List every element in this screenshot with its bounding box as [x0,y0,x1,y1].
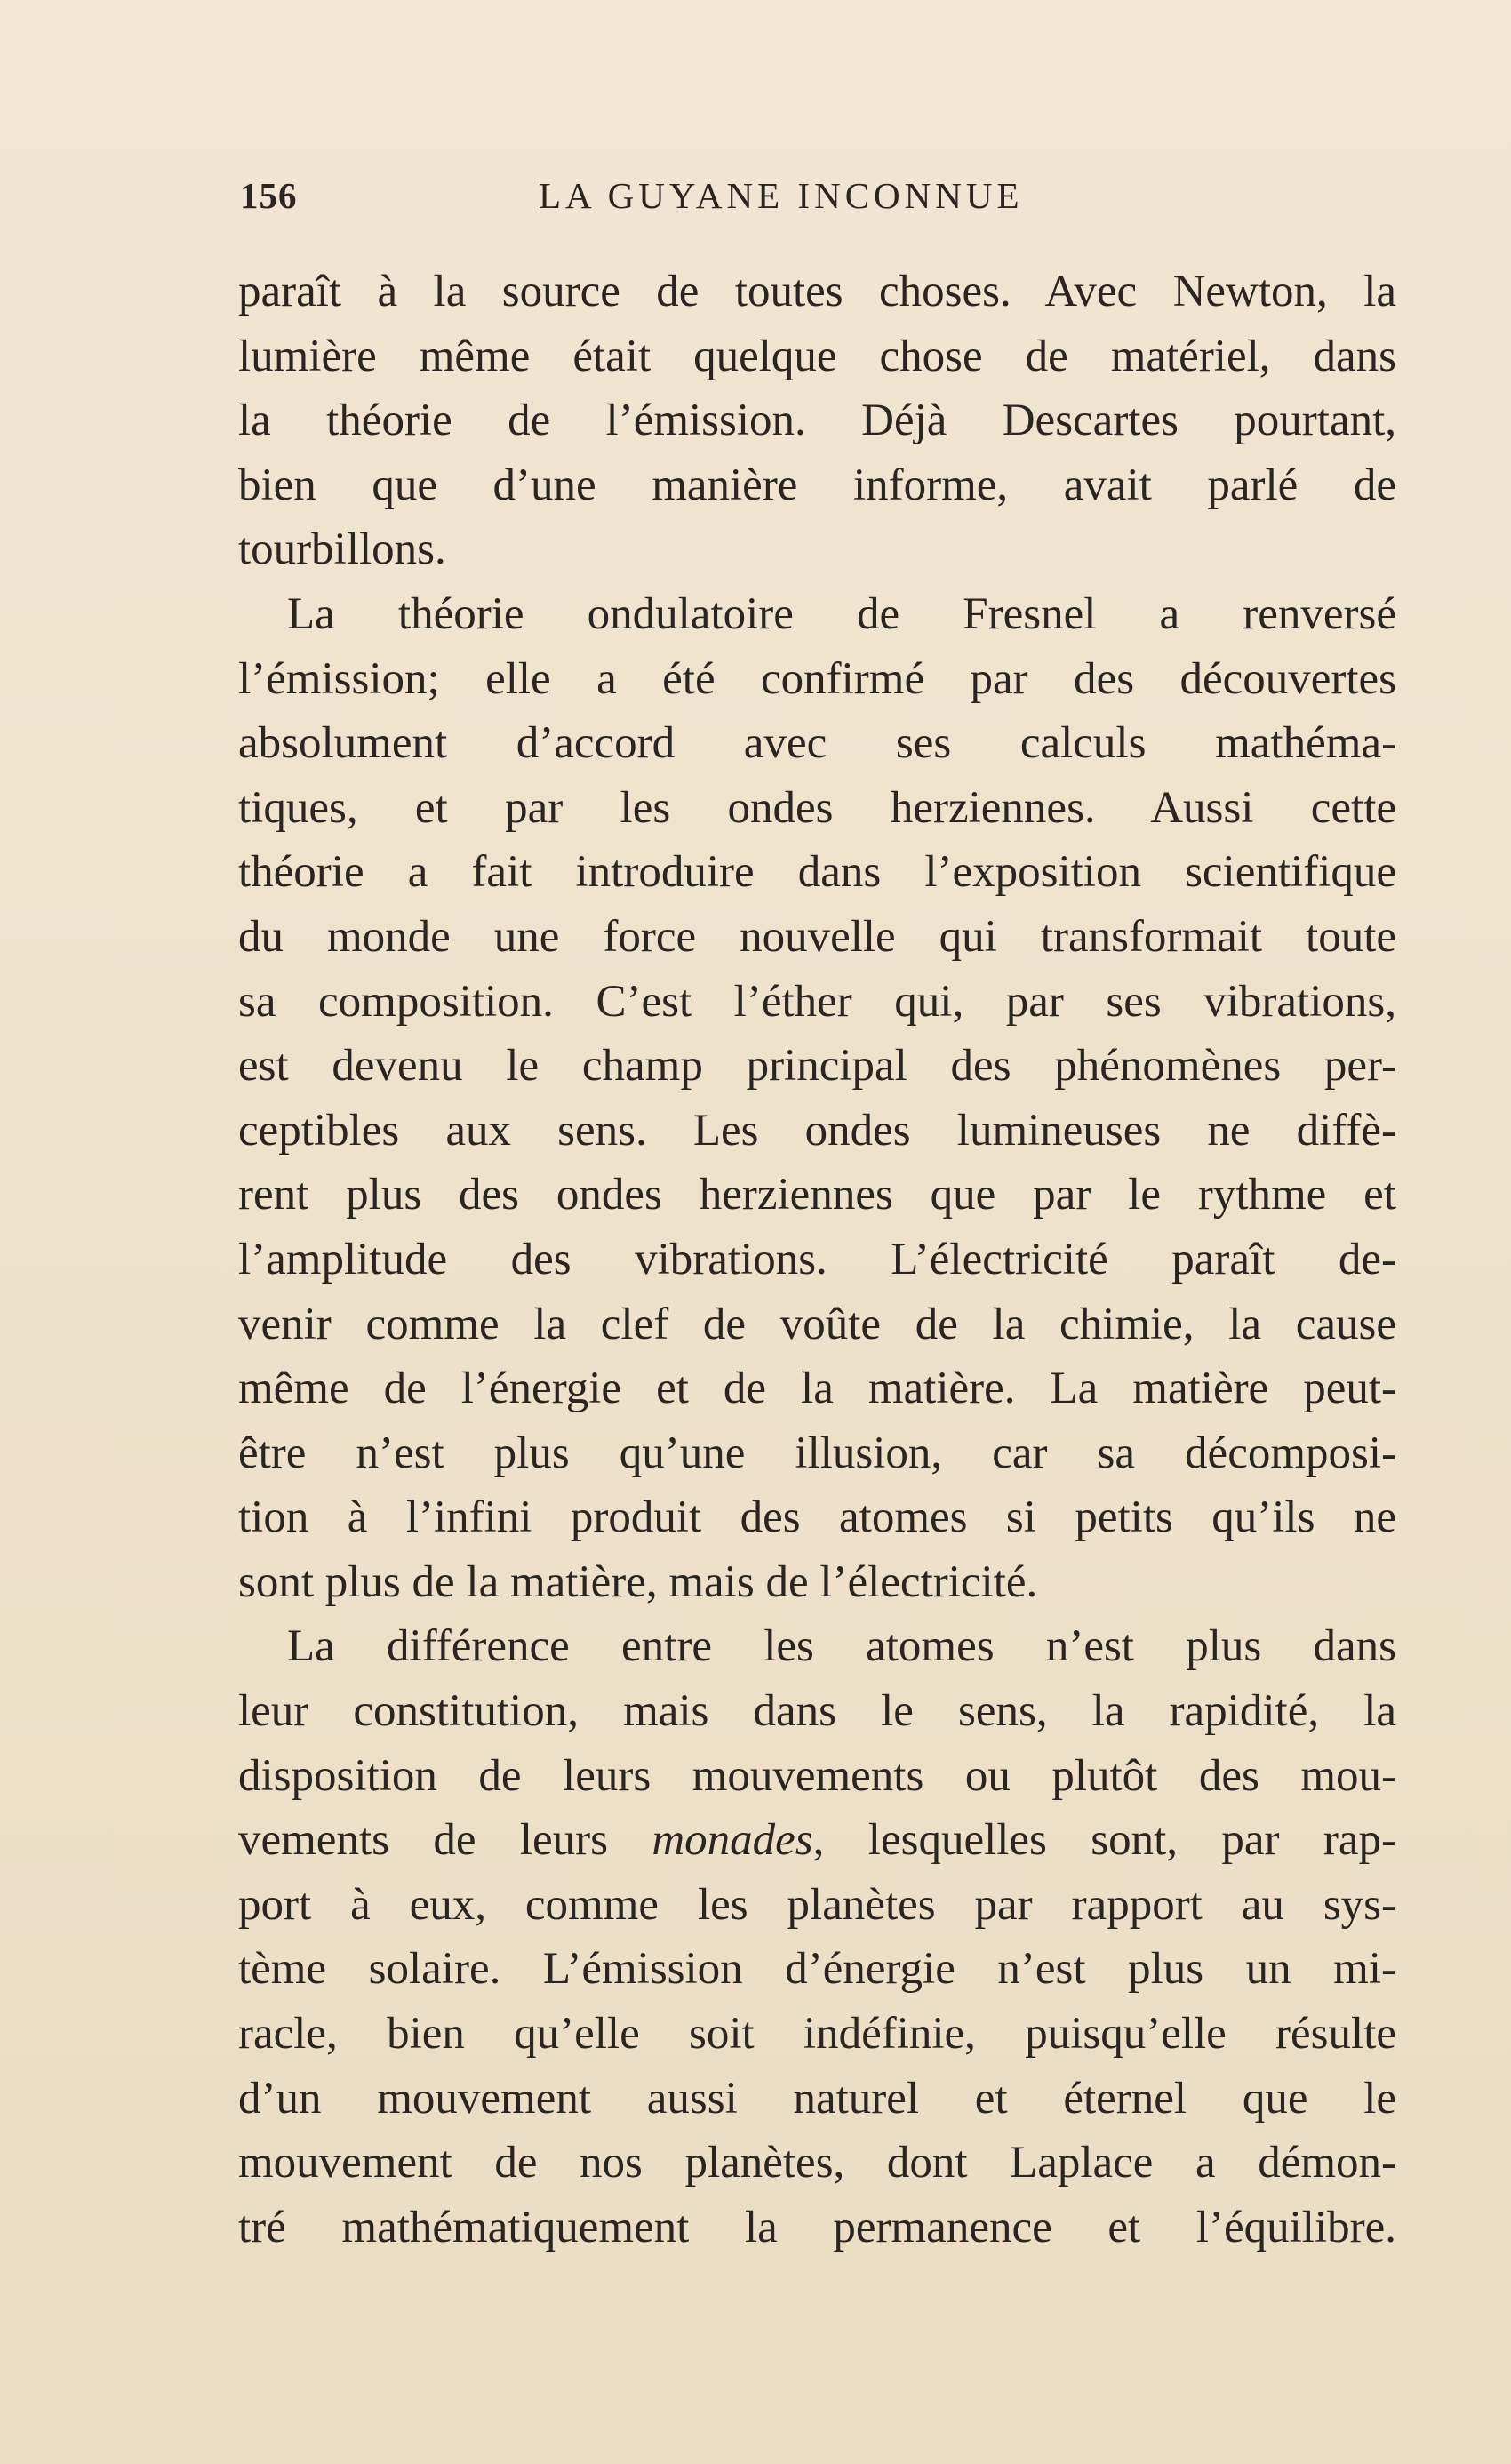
text-line: tré mathématiquement la permanence et l’équilibre. [238,2202,1396,2252]
text-line: même de l’énergie et de la matière. La matière peut- [238,1364,1396,1414]
text-line: rent plus des ondes herziennes que par le rythme et [238,1170,1396,1220]
text-line: absolument d’accord avec ses calculs mathéma- [238,718,1396,769]
text-segment: vements de leurs [238,1815,608,1866]
text-line: ceptibles aux sens. Les ondes lumineuses ne diffè- [238,1105,1396,1156]
page-header [240,174,1395,228]
page-number: 156 [240,175,298,216]
text-line: tion à l’infini produit des atomes si petits qu’ils ne [238,1492,1396,1543]
text-line: sa composition. C’est l’éther qui, par ses vibrations, [238,976,1396,1027]
text-line: tiques, et par les ondes herziennes. Aussi cette [238,782,1396,833]
running-title: LA GUYANE INCONNUE [539,175,1024,216]
text-line: être n’est plus qu’une illusion, car sa décomposi- [238,1428,1396,1478]
text-line: mouvement de nos planètes, dont Laplace a démon- [238,2138,1396,2188]
text-line: disposition de leurs mouvements ou plutôt des mou- [238,1750,1396,1801]
text-line: l’émission; elle a été confirmé par des découvertes [238,653,1396,704]
text-line: la théorie de l’émission. Déjà Descartes pourtant, [238,396,1396,446]
text-line: leur constitution, mais dans le sens, la rapidité, la [238,1686,1396,1737]
text-line: théorie a fait introduire dans l’exposition scientifique [238,847,1396,898]
text-line: sont plus de la matière, mais de l’électricité. [238,1556,1038,1607]
text-line: lumière même était quelque chose de matériel, dans [238,331,1396,381]
text-line: bien que d’une manière informe, avait parlé de [238,460,1396,510]
paragraph-start-line: La différence entre les atomes n’est plus dans [287,1621,1396,1672]
text-line: du monde une force nouvelle qui transformait toute [238,911,1396,962]
text-line: tème solaire. L’émission d’énergie n’est plus un mi- [238,1944,1396,1995]
text-line: paraît à la source de toutes choses. Avec Newton, la [238,267,1396,316]
body-text [238,260,1396,2260]
text-line: l’amplitude des vibrations. L’électricité paraît de- [238,1234,1396,1284]
text-line: est devenu le champ principal des phénomènes per- [238,1041,1396,1092]
text-line: racle, bien qu’elle soit indéfinie, puisqu’elle résulte [238,2009,1396,2060]
text-line: d’un mouvement aussi naturel et éternel que le [238,2073,1396,2124]
text-line: venir comme la clef de voûte de la chimie, la cause [238,1299,1396,1349]
text-line [238,1808,1396,1873]
paragraph-start-line: La théorie ondulatoire de Fresnel a renversé [287,588,1396,639]
italic-term: monades [652,1815,813,1866]
text-segment: , lesquelles sont, par rap- [812,1815,1396,1866]
text-line: port à eux, comme les planètes par rapport au sys- [238,1879,1396,1930]
text-line: tourbillons. [238,524,446,575]
